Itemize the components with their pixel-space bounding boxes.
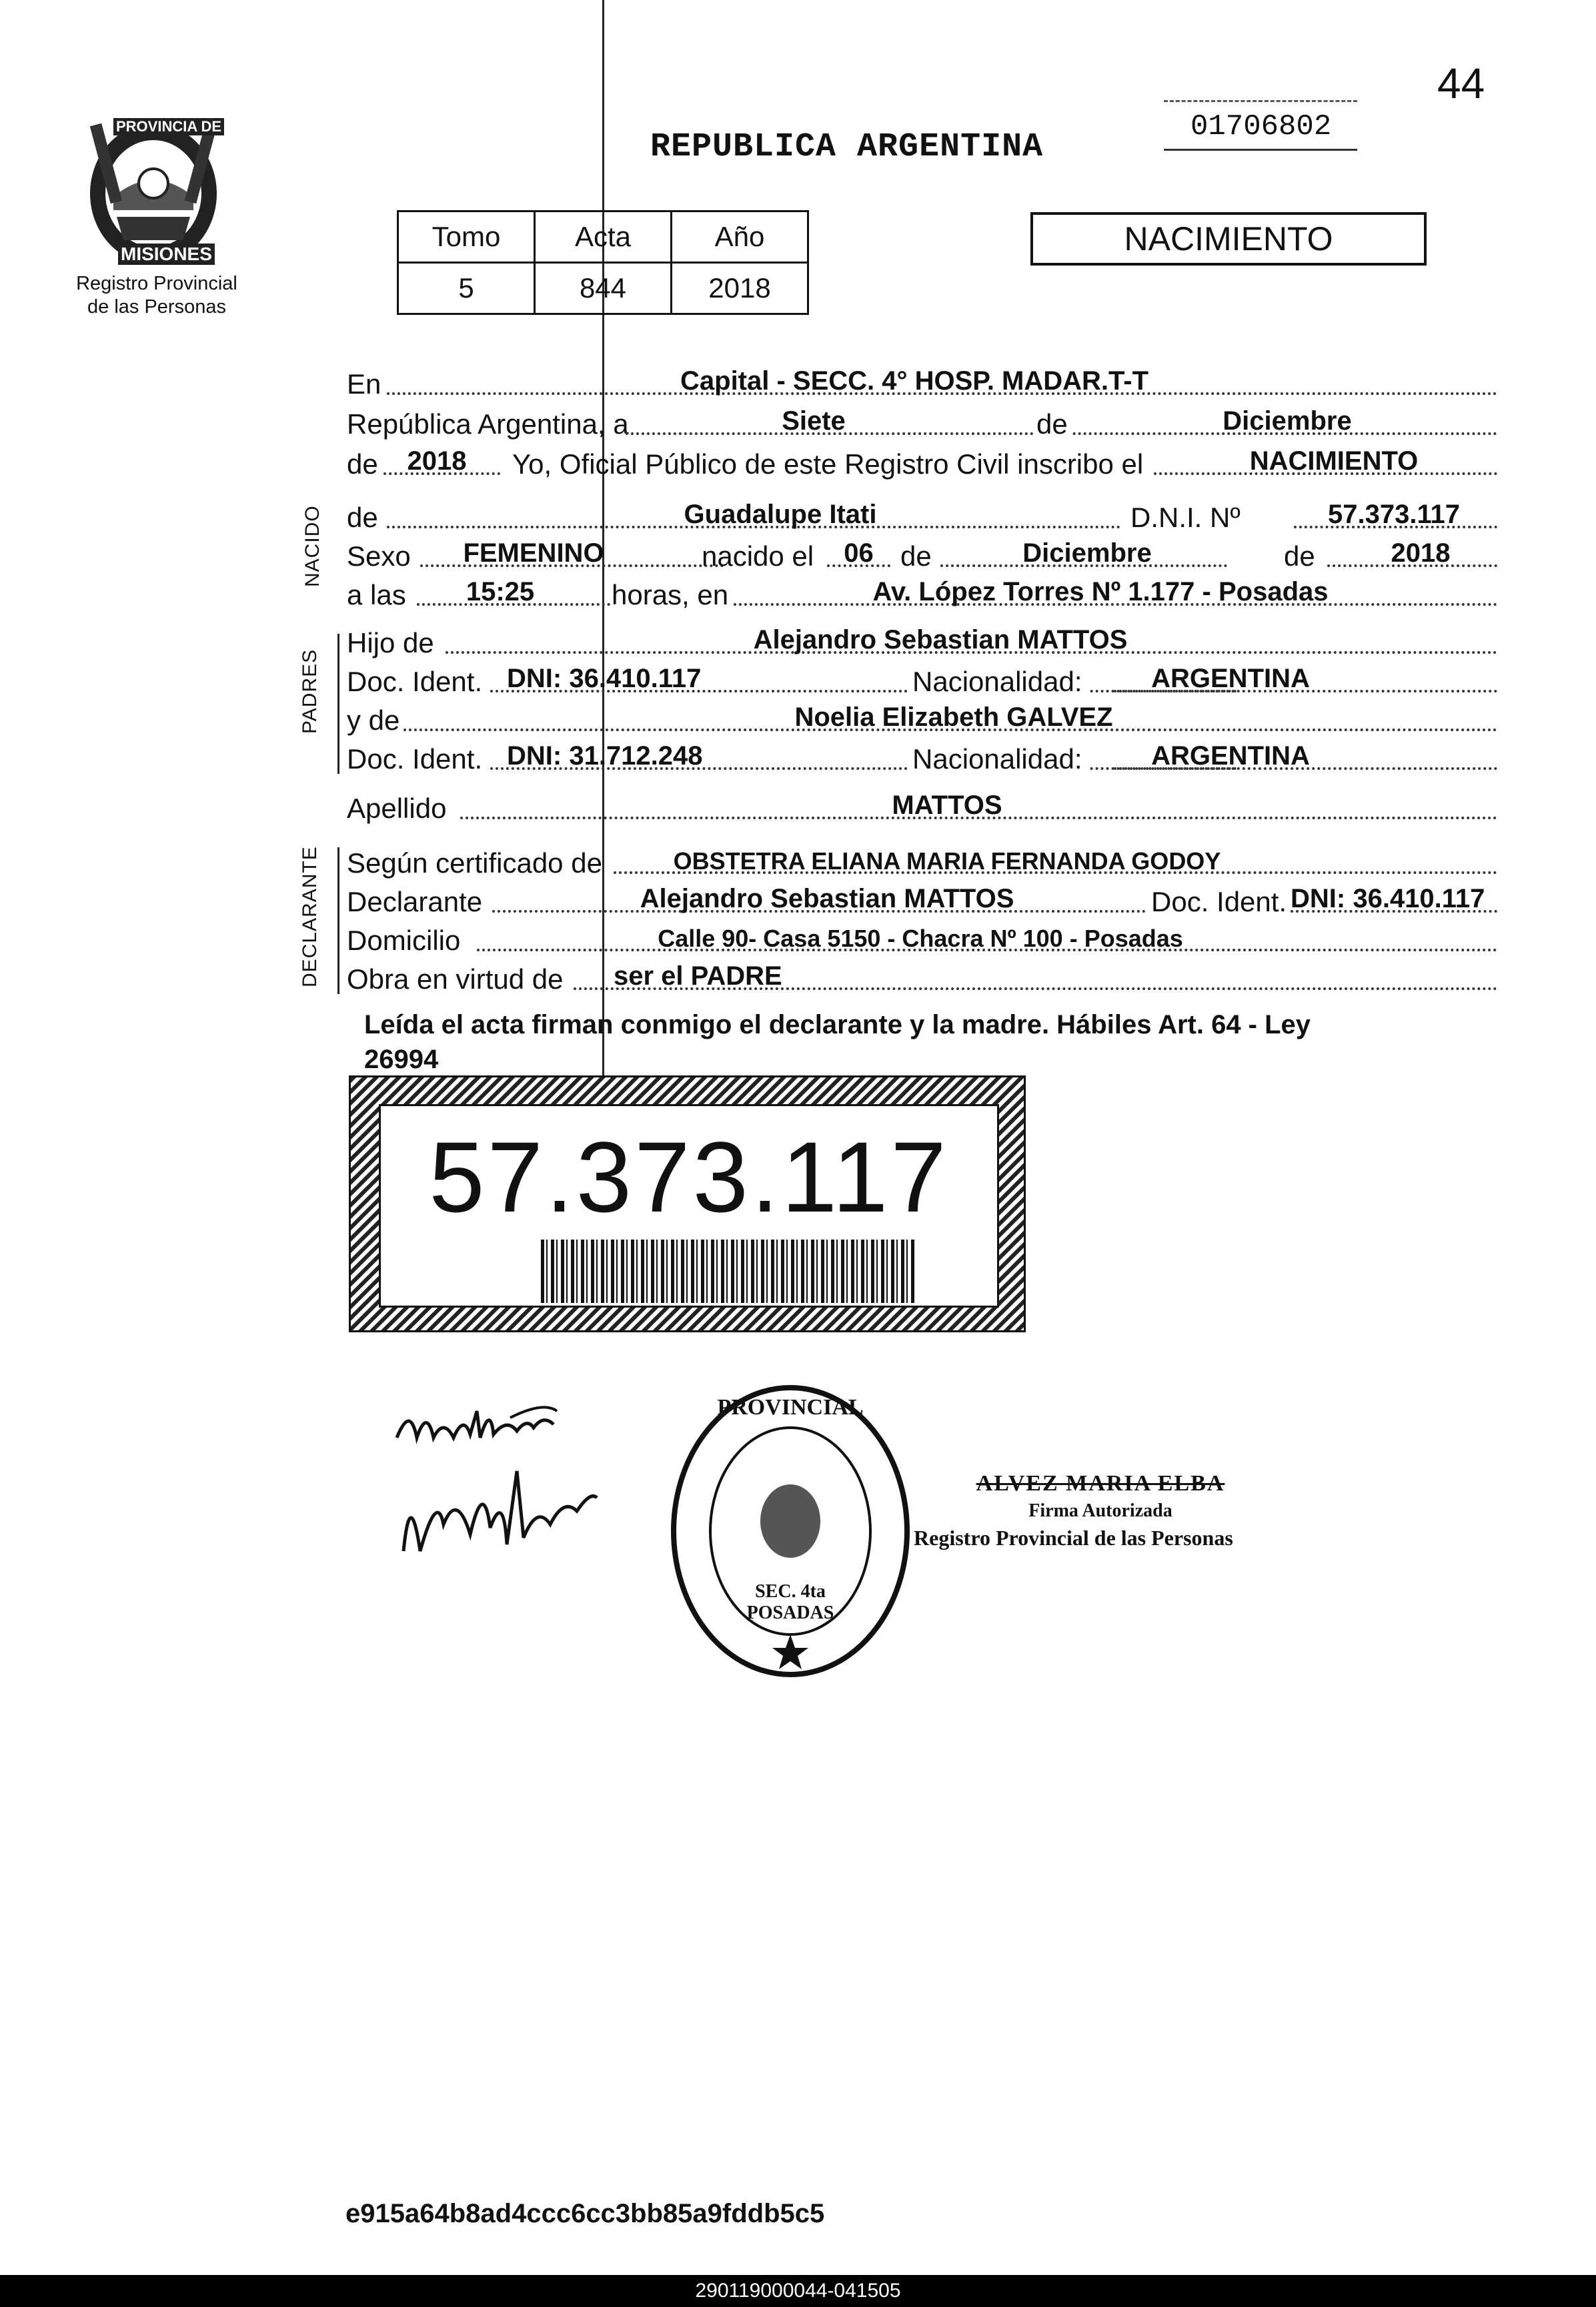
nacido-label: nacido el xyxy=(702,540,814,572)
signer-office: Registro Provincial de las Personas xyxy=(914,1526,1233,1550)
row-republica xyxy=(347,400,1497,440)
nacido-anio: 2018 xyxy=(1391,538,1451,568)
certificado-label: Según certificado de xyxy=(347,847,602,879)
acta-table-header-row xyxy=(398,211,808,263)
de-label: de xyxy=(1034,408,1070,440)
madre-value: Noelia Elizabeth GALVEZ xyxy=(794,703,1113,732)
declarante-bracket xyxy=(337,847,339,994)
doc2-label: Doc. Ident. xyxy=(347,743,483,775)
registry-name-line2: de las Personas xyxy=(87,296,226,318)
apellido-value: MATTOS xyxy=(892,791,1002,820)
nac2-value: ARGENTINA xyxy=(1151,741,1310,771)
domicilio-label: Domicilio xyxy=(347,925,461,956)
country-title: REPUBLICA ARGENTINA xyxy=(650,128,1044,166)
acta-value-anio: 2018 xyxy=(672,263,808,314)
row-obra xyxy=(347,955,1497,995)
padre-value: Alejandro Sebastian MATTOS xyxy=(753,625,1128,654)
serial-number xyxy=(1164,100,1357,151)
closing-text-line1: Leída el acta firman conmigo el declarante y la madre. Hábiles Art. 64 - Ley xyxy=(364,1010,1311,1039)
dni-label: D.N.I. Nº xyxy=(1130,502,1241,533)
doc1-value: DNI: 36.410.117 xyxy=(507,664,702,693)
closing-text-line2: 26994 xyxy=(364,1045,439,1074)
de5-label: de xyxy=(1284,540,1315,572)
logo-text-bottom: MISIONES xyxy=(118,244,215,265)
hora-value: 15:25 xyxy=(466,577,535,606)
logo-text-top: PROVINCIA DE xyxy=(113,118,224,135)
barcode-number: 57.373.117 xyxy=(429,1121,949,1233)
serial-value: 01706802 xyxy=(1190,110,1332,143)
row-sexo xyxy=(347,532,1497,572)
apellido-label: Apellido xyxy=(347,793,447,824)
registry-seal-icon xyxy=(667,1381,914,1681)
en-label: En xyxy=(347,368,381,400)
doc1-label: Doc. Ident. xyxy=(347,666,483,697)
barcode-sticker-inner xyxy=(379,1104,999,1308)
domicilio-value: Calle 90- Casa 5150 - Chacra Nº 100 - Posadas xyxy=(658,925,1183,952)
document-code: 290119000044-041505 xyxy=(695,2280,901,2302)
sexo-value: FEMENINO xyxy=(463,538,604,568)
horas-label: horas, en xyxy=(612,579,729,610)
obra-value: ser el PADRE xyxy=(614,961,782,991)
page-number: 44 xyxy=(1437,59,1485,107)
closing-text xyxy=(364,1007,1525,1077)
nac2-label: Nacionalidad: xyxy=(907,743,1088,775)
de3-label: de xyxy=(347,502,378,533)
doc2-value: DNI: 31.712.248 xyxy=(507,741,703,771)
row-padre xyxy=(347,619,1497,659)
record-type-label: NACIMIENTO xyxy=(1124,220,1333,258)
acta-table-value-row xyxy=(398,263,808,314)
row-apellido xyxy=(347,785,1497,825)
document-hash: e915a64b8ad4ccc6cc3bb85a9fddb5c5 xyxy=(345,2199,825,2228)
nombre-value: Guadalupe Itati xyxy=(684,500,877,529)
signer-name: ALVEZ MARIA ELBA xyxy=(976,1471,1225,1496)
row-yo xyxy=(347,440,1497,480)
row-madre xyxy=(347,697,1497,737)
mes-value: Diciembre xyxy=(1223,406,1352,436)
sexo-label: Sexo xyxy=(347,540,411,572)
acta-table xyxy=(397,210,809,315)
dni-value: 57.373.117 xyxy=(1328,500,1460,529)
yo-text: Yo, Oficial Público de este Registro Civil inscribo el xyxy=(512,448,1144,480)
row-doc1 xyxy=(347,658,1497,698)
side-label-padres: PADRES xyxy=(299,648,321,734)
en-value: Capital - SECC. 4° HOSP. MADAR.T-T xyxy=(680,366,1149,396)
declarante-value: Alejandro Sebastian MATTOS xyxy=(640,884,1014,913)
nacido-mes: Diciembre xyxy=(1022,538,1152,568)
row-certificado xyxy=(347,839,1497,879)
footer-bar xyxy=(0,2275,1596,2307)
seal-inner-text: SEC. 4ta POSADAS xyxy=(746,1581,834,1623)
acta-value-tomo: 5 xyxy=(398,263,535,314)
nacido-dia: 06 xyxy=(844,538,874,568)
padres-bracket xyxy=(337,634,339,774)
yde-label: y de xyxy=(347,705,400,736)
province-logo xyxy=(77,110,230,270)
doc3-label: Doc. Ident. xyxy=(1146,886,1292,918)
declarante-label: Declarante xyxy=(347,886,483,917)
acta-header-acta: Acta xyxy=(535,211,672,263)
registry-name xyxy=(67,272,247,319)
signer-role: Firma Autorizada xyxy=(1028,1500,1172,1521)
signature-block xyxy=(914,1471,1287,1550)
acta-header-tomo: Tomo xyxy=(398,211,535,263)
anio-value: 2018 xyxy=(407,446,467,476)
side-label-nacido: NACIDO xyxy=(301,505,323,587)
official-seal xyxy=(667,1381,914,1681)
alas-label: a las xyxy=(347,579,406,610)
de4-label: de xyxy=(900,540,932,572)
row-domicilio xyxy=(347,917,1497,957)
obra-label: Obra en virtud de xyxy=(347,963,564,995)
dia-value: Siete xyxy=(782,406,846,436)
nac1-value: ARGENTINA xyxy=(1151,664,1310,693)
row-en xyxy=(347,360,1497,400)
de2-label: de xyxy=(347,448,378,480)
svg-text:PROVINCIAL: PROVINCIAL xyxy=(717,1395,864,1420)
row-declarante xyxy=(347,878,1497,918)
nac1-label: Nacionalidad: xyxy=(907,666,1088,698)
barcode-bars-icon xyxy=(541,1240,914,1303)
registry-name-line1: Registro Provincial xyxy=(76,273,237,294)
acta-header-anio: Año xyxy=(672,211,808,263)
row-nombre xyxy=(347,494,1497,534)
record-type-box xyxy=(1030,212,1427,266)
side-label-declarante: DECLARANTE xyxy=(299,846,321,987)
lugar-value: Av. López Torres Nº 1.177 - Posadas xyxy=(872,577,1329,606)
acta-value-acta: 844 xyxy=(535,263,672,314)
barcode-sticker xyxy=(349,1075,1026,1332)
seal-ring-text xyxy=(667,1381,668,1382)
doc3-value: DNI: 36.410.117 xyxy=(1291,884,1485,913)
declarant-signatures xyxy=(390,1391,624,1578)
tipo-value: NACIMIENTO xyxy=(1249,446,1419,476)
row-hora xyxy=(347,571,1497,611)
republica-label: República Argentina, a xyxy=(347,408,629,440)
signature-mattos-icon xyxy=(390,1391,624,1578)
hijo-label: Hijo de xyxy=(347,627,434,658)
row-doc2 xyxy=(347,735,1497,775)
certificado-value: OBSTETRA ELIANA MARIA FERNANDA GODOY xyxy=(673,847,1221,875)
